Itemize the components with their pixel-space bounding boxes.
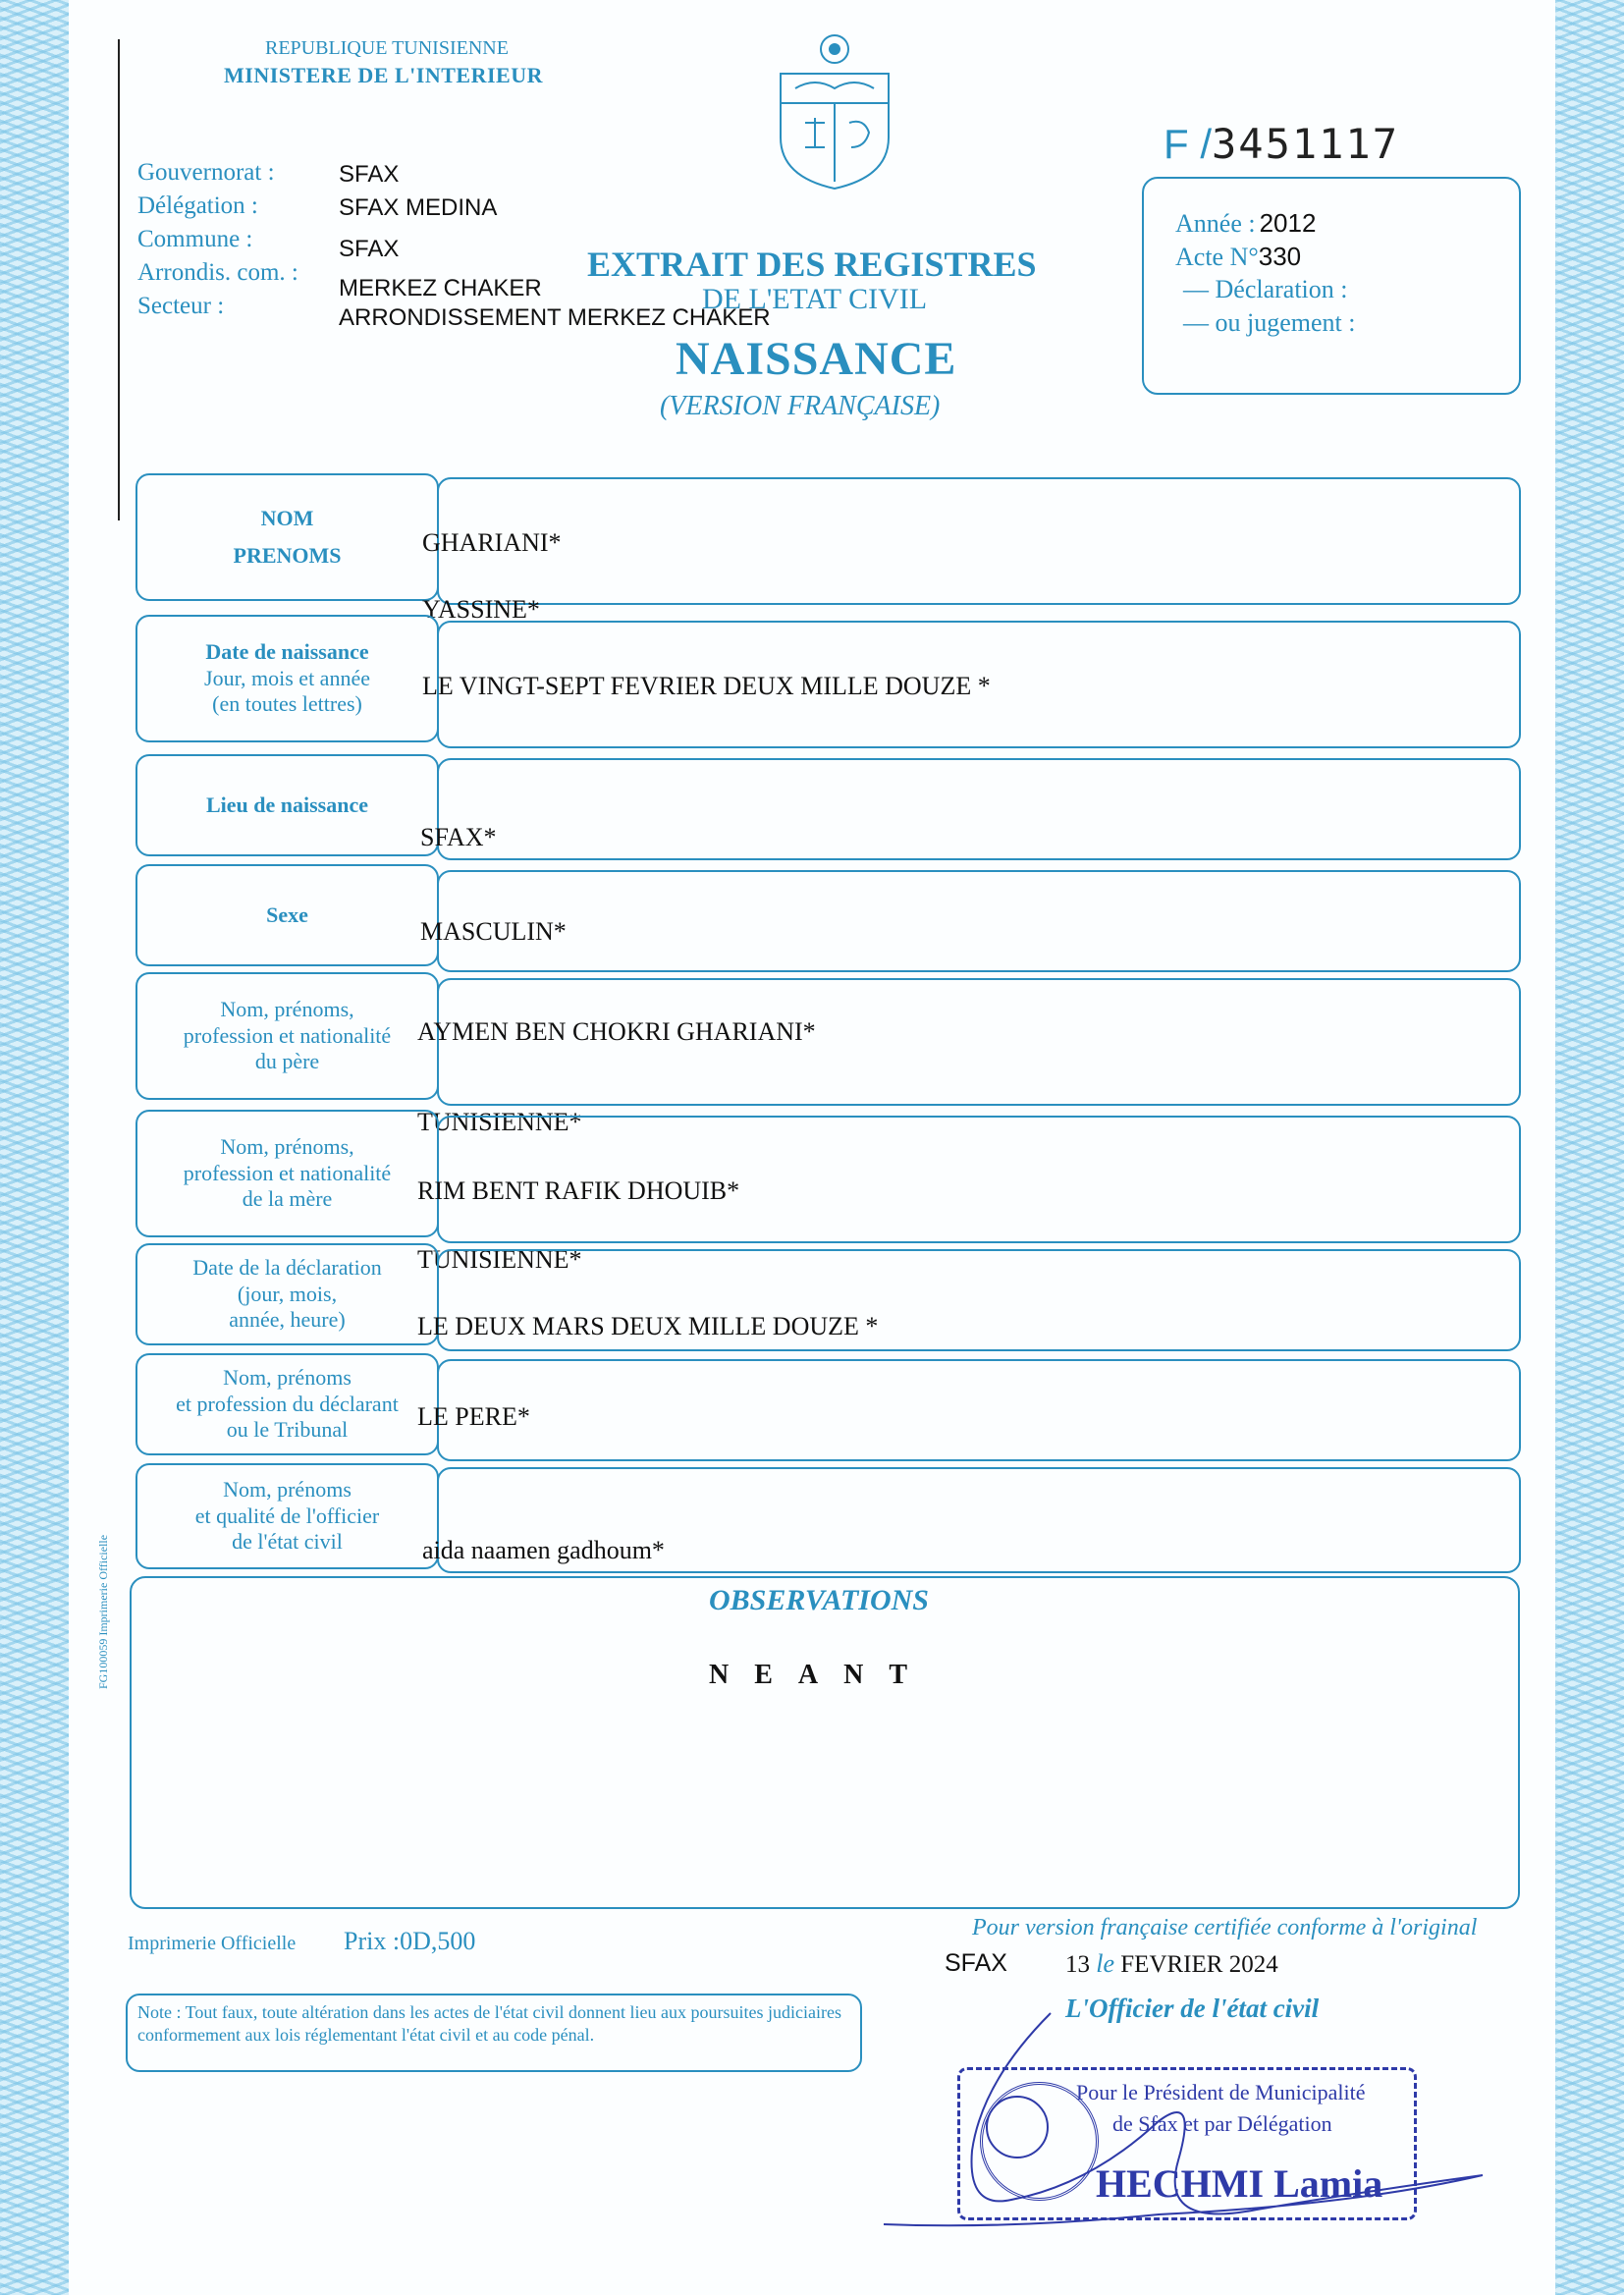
arrondis-label: Arrondis. com. :: [137, 259, 298, 286]
pere-label-line3: du père: [254, 1049, 320, 1074]
pere-nationalite-value: TUNISIENNE*: [417, 1108, 582, 1136]
nom-value: GHARIANI*: [422, 528, 562, 557]
decl-label-line1: Date de la déclaration: [192, 1255, 382, 1281]
officier-label-box: [135, 1463, 439, 1569]
secteur-value: ARRONDISSEMENT MERKEZ CHAKER: [339, 304, 771, 331]
secteur-label: Secteur :: [137, 293, 225, 319]
serial-digits: 3451117: [1212, 120, 1400, 168]
lieu-label-box: [135, 754, 439, 856]
declaration-label: — Déclaration :: [1183, 275, 1348, 303]
declarant-label-box: [135, 1353, 439, 1455]
pere-label-line2: profession et nationalité: [183, 1022, 392, 1048]
lieu-label: Lieu de naissance: [205, 792, 369, 817]
delegation-label: Délégation :: [137, 192, 258, 219]
ministere-heading: MINISTERE DE L'INTERIEUR: [224, 63, 543, 87]
declarant-label-line1: Nom, prénoms: [223, 1365, 352, 1391]
acte-label: Acte N°: [1175, 243, 1259, 271]
stamp-line2: de Sfax et par Délégation: [1112, 2111, 1332, 2136]
annee-label: Année :: [1175, 209, 1256, 238]
declarant-label-line2: et profession du déclarant: [176, 1391, 399, 1416]
issue-date: [1065, 1949, 1278, 1979]
nom-label: NOM: [260, 505, 314, 530]
observations-box: [130, 1576, 1520, 1909]
mere-nationalite-value: TUNISIENNE*: [417, 1245, 582, 1274]
pere-label-line1: Nom, prénoms,: [220, 997, 354, 1022]
prix: [344, 1927, 475, 1956]
declaration-date-label-box: [135, 1243, 439, 1345]
prenoms-label: PRENOMS: [233, 543, 342, 568]
naissance-title: NAISSANCE: [676, 333, 957, 385]
pere-label-box: [135, 972, 439, 1100]
header-rule: [118, 39, 120, 520]
stamp-line1: Pour le Président de Municipalité: [1076, 2080, 1366, 2104]
sexe-value-box: [437, 870, 1521, 972]
pere-nom-value: AYMEN BEN CHOKRI GHARIANI*: [417, 1017, 816, 1046]
officier-label-line2: et qualité de l'officier: [194, 1503, 380, 1528]
etat-civil-subtitle: DE L'ETAT CIVIL: [702, 283, 928, 315]
acte-value: 330: [1258, 242, 1302, 271]
commune-value: SFAX: [339, 236, 400, 262]
date-naissance-label-box: [135, 615, 439, 742]
sexe-label-box: [135, 864, 439, 966]
gouvernorat-value: SFAX: [339, 161, 400, 188]
issue-day: 13: [1065, 1951, 1090, 1978]
decl-label-line3: année, heure): [229, 1307, 346, 1333]
extrait-title: EXTRAIT DES REGISTRES: [587, 245, 1037, 284]
serial-prefix: F /: [1164, 121, 1212, 167]
left-decorative-border: [0, 0, 69, 2295]
sexe-label: Sexe: [266, 902, 308, 927]
certification-text: Pour version française certifiée conforme à l'original: [972, 1915, 1478, 1940]
date-naissance-value: LE VINGT-SEPT FEVRIER DEUX MILLE DOUZE *: [422, 672, 991, 700]
observations-title: OBSERVATIONS: [709, 1584, 929, 1616]
date-naissance-sub2: (en toutes lettres): [212, 691, 362, 717]
mere-nom-value: RIM BENT RAFIK DHOUIB*: [417, 1176, 740, 1205]
coat-of-arms-icon: [771, 29, 898, 191]
stamp-name: HECHMI Lamia: [1096, 2161, 1383, 2206]
officier-label-line3: de l'état civil: [232, 1529, 343, 1555]
officier-value: aida naamen gadhoum*: [422, 1536, 665, 1564]
issue-month-year: FEVRIER 2024: [1120, 1951, 1278, 1978]
gouvernorat-label: Gouvernorat :: [137, 159, 275, 186]
nom-prenoms-value-box: [437, 477, 1521, 605]
delegation-value: SFAX MEDINA: [339, 194, 498, 221]
officier-signature-title: L'Officier de l'état civil: [1065, 1994, 1320, 2023]
declaration-date-value: LE DEUX MARS DEUX MILLE DOUZE *: [417, 1312, 879, 1340]
officier-label-line1: Nom, prénoms: [223, 1477, 352, 1503]
jugement-label: — ou jugement :: [1183, 308, 1356, 337]
vertical-imprint: FG100059 Imprimerie Officielle: [96, 1534, 110, 1689]
commune-label: Commune :: [137, 226, 253, 252]
date-naissance-label: Date de naissance: [205, 639, 369, 665]
mere-label-box: [135, 1110, 439, 1237]
declarant-value: LE PERE*: [417, 1402, 530, 1431]
stamp-seal-inner-icon: [986, 2096, 1049, 2158]
declarant-value-box: [437, 1359, 1521, 1461]
decl-label-line2: (jour, mois,: [237, 1281, 338, 1306]
serial-number: [1164, 120, 1399, 168]
mere-label-line2: profession et nationalité: [183, 1160, 392, 1185]
nom-prenoms-label-box: [135, 473, 439, 601]
official-stamp: [957, 2067, 1417, 2220]
right-decorative-border: [1555, 0, 1624, 2295]
observations-text: NEANT: [709, 1660, 934, 1690]
lieu-value: SFAX*: [420, 823, 497, 851]
mere-label-line3: de la mère: [242, 1186, 333, 1212]
annee-value: 2012: [1259, 208, 1317, 238]
mere-label-line1: Nom, prénoms,: [220, 1134, 354, 1160]
lieu-value-box: [437, 758, 1521, 860]
version-francaise: (VERSION FRANÇAISE): [660, 391, 941, 421]
declarant-label-line3: ou le Tribunal: [226, 1417, 349, 1443]
legal-note: Note : Tout faux, toute altération dans les actes de l'état civil donnent lieu aux poursuites judiciaires conformement aux lois réglementant l'état civil et au code pénal.: [126, 1994, 862, 2072]
prix-label: Prix :: [344, 1927, 401, 1955]
sexe-value: MASCULIN*: [420, 917, 567, 946]
arrondis-value: MERKEZ CHAKER: [339, 275, 542, 301]
registre-box: [1142, 177, 1521, 395]
prix-value: 0D,500: [400, 1927, 476, 1955]
issue-le: le: [1096, 1949, 1115, 1978]
issue-place: SFAX: [945, 1949, 1007, 1977]
date-naissance-sub1: Jour, mois et année: [204, 665, 370, 690]
prenoms-value: YASSINE*: [422, 595, 540, 624]
imprimerie-label: Imprimerie Officielle: [128, 1933, 297, 1954]
republique-heading: REPUBLIQUE TUNISIENNE: [265, 37, 509, 59]
